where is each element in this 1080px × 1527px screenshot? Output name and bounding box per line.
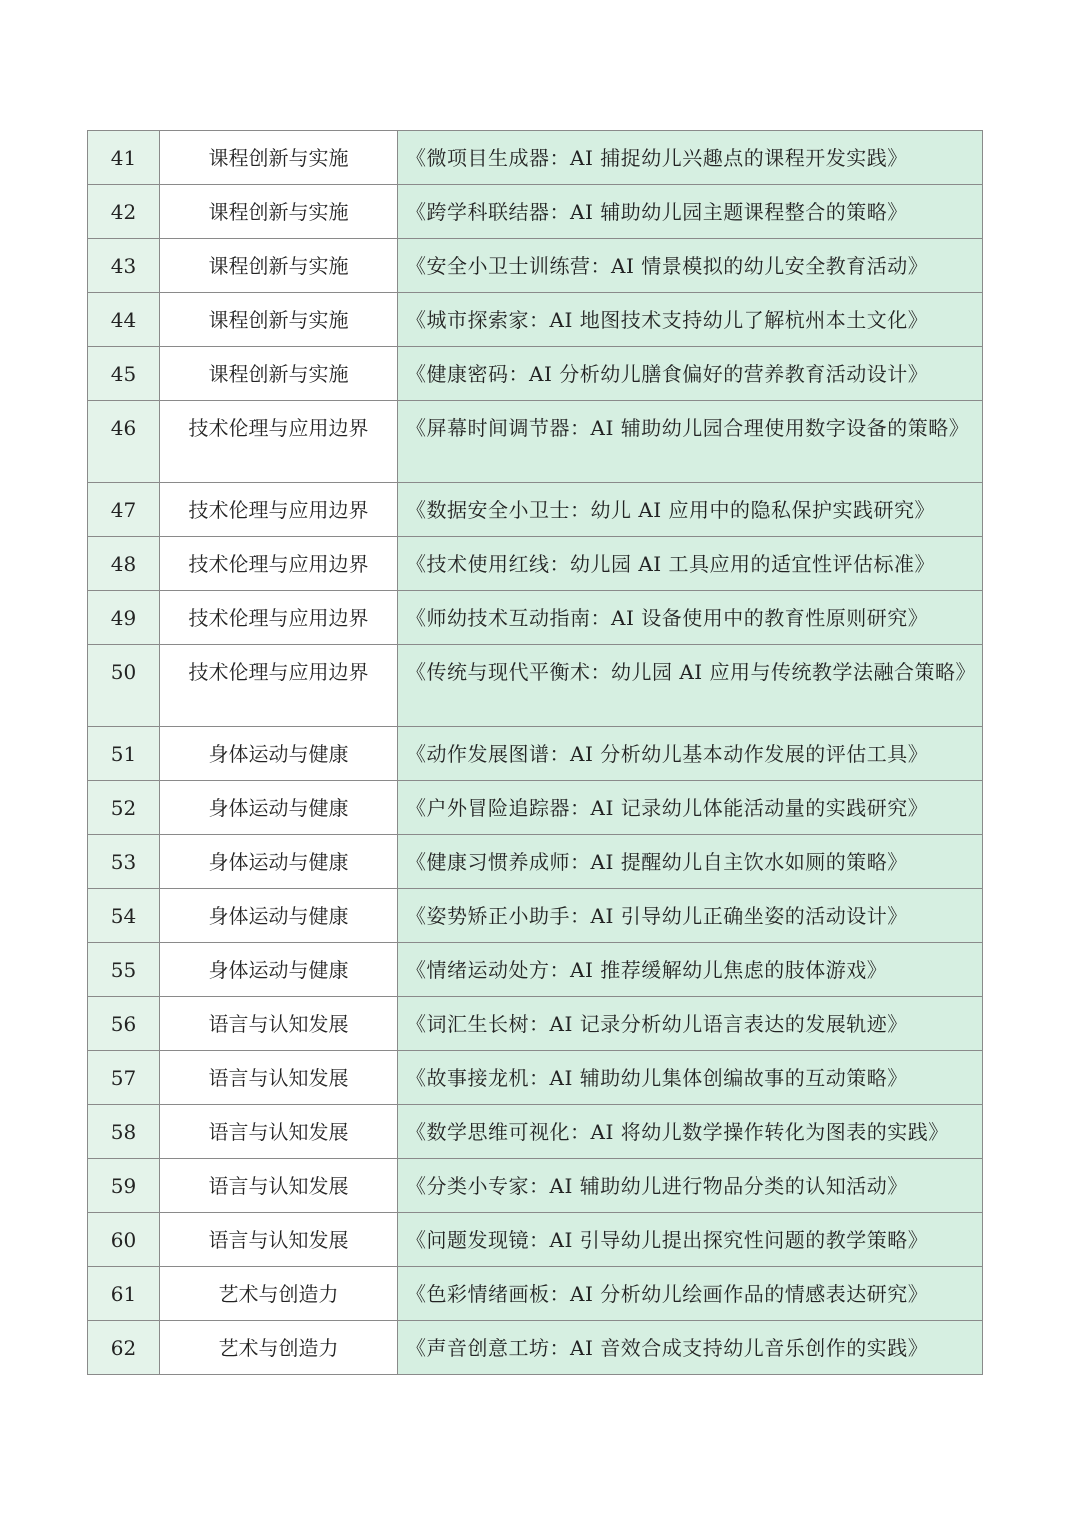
row-title: 《分类小专家：AI 辅助幼儿进行物品分类的认知活动》 [398, 1159, 983, 1213]
table-row [88, 889, 983, 943]
row-number: 43 [88, 239, 160, 293]
row-number: 42 [88, 185, 160, 239]
row-title: 《户外冒险追踪器：AI 记录幼儿体能活动量的实践研究》 [398, 781, 983, 835]
row-category: 语言与认知发展 [160, 1159, 398, 1213]
row-title: 《情绪运动处方：AI 推荐缓解幼儿焦虑的肢体游戏》 [398, 943, 983, 997]
row-category: 身体运动与健康 [160, 781, 398, 835]
row-number: 41 [88, 131, 160, 185]
row-number: 58 [88, 1105, 160, 1159]
row-category: 技术伦理与应用边界 [160, 591, 398, 645]
row-title: 《姿势矫正小助手：AI 引导幼儿正确坐姿的活动设计》 [398, 889, 983, 943]
table-row [88, 537, 983, 591]
row-title: 《数据安全小卫士：幼儿 AI 应用中的隐私保护实践研究》 [398, 483, 983, 537]
row-number: 50 [88, 645, 160, 727]
row-category: 语言与认知发展 [160, 1105, 398, 1159]
row-number: 60 [88, 1213, 160, 1267]
row-number: 49 [88, 591, 160, 645]
row-category: 身体运动与健康 [160, 889, 398, 943]
table-row [88, 591, 983, 645]
row-category: 语言与认知发展 [160, 1051, 398, 1105]
row-category: 课程创新与实施 [160, 293, 398, 347]
row-category: 语言与认知发展 [160, 997, 398, 1051]
row-title: 《屏幕时间调节器：AI 辅助幼儿园合理使用数字设备的策略》 [398, 401, 983, 483]
table-row [88, 131, 983, 185]
row-number: 55 [88, 943, 160, 997]
table-row [88, 293, 983, 347]
row-category: 语言与认知发展 [160, 1213, 398, 1267]
row-title: 《词汇生长树：AI 记录分析幼儿语言表达的发展轨迹》 [398, 997, 983, 1051]
row-category: 课程创新与实施 [160, 347, 398, 401]
row-title: 《健康密码：AI 分析幼儿膳食偏好的营养教育活动设计》 [398, 347, 983, 401]
row-category: 艺术与创造力 [160, 1321, 398, 1375]
row-title: 《城市探索家：AI 地图技术支持幼儿了解杭州本土文化》 [398, 293, 983, 347]
row-number: 47 [88, 483, 160, 537]
row-category: 技术伦理与应用边界 [160, 483, 398, 537]
table-row [88, 1213, 983, 1267]
table-row [88, 1321, 983, 1375]
row-title: 《微项目生成器：AI 捕捉幼儿兴趣点的课程开发实践》 [398, 131, 983, 185]
table-row [88, 1267, 983, 1321]
row-number: 48 [88, 537, 160, 591]
table-row [88, 835, 983, 889]
table-row [88, 943, 983, 997]
row-title: 《数学思维可视化：AI 将幼儿数学操作转化为图表的实践》 [398, 1105, 983, 1159]
table-row [88, 185, 983, 239]
table-row [88, 727, 983, 781]
table-row [88, 347, 983, 401]
row-category: 身体运动与健康 [160, 835, 398, 889]
row-number: 54 [88, 889, 160, 943]
row-number: 45 [88, 347, 160, 401]
row-category: 课程创新与实施 [160, 131, 398, 185]
row-category: 身体运动与健康 [160, 943, 398, 997]
row-title: 《技术使用红线：幼儿园 AI 工具应用的适宜性评估标准》 [398, 537, 983, 591]
row-category: 艺术与创造力 [160, 1267, 398, 1321]
row-number: 44 [88, 293, 160, 347]
table-row [88, 1051, 983, 1105]
row-category: 技术伦理与应用边界 [160, 401, 398, 483]
row-category: 课程创新与实施 [160, 239, 398, 293]
row-number: 53 [88, 835, 160, 889]
row-title: 《问题发现镜：AI 引导幼儿提出探究性问题的教学策略》 [398, 1213, 983, 1267]
row-number: 62 [88, 1321, 160, 1375]
row-number: 52 [88, 781, 160, 835]
row-number: 59 [88, 1159, 160, 1213]
row-category: 技术伦理与应用边界 [160, 537, 398, 591]
table-row [88, 239, 983, 293]
row-title: 《健康习惯养成师：AI 提醒幼儿自主饮水如厕的策略》 [398, 835, 983, 889]
row-title: 《声音创意工坊：AI 音效合成支持幼儿音乐创作的实践》 [398, 1321, 983, 1375]
table-row [88, 1105, 983, 1159]
row-category: 技术伦理与应用边界 [160, 645, 398, 727]
row-category: 身体运动与健康 [160, 727, 398, 781]
row-category: 课程创新与实施 [160, 185, 398, 239]
row-title: 《传统与现代平衡术：幼儿园 AI 应用与传统教学法融合策略》 [398, 645, 983, 727]
topic-table [87, 130, 983, 1375]
table-row [88, 997, 983, 1051]
table-row [88, 483, 983, 537]
row-number: 46 [88, 401, 160, 483]
table-row [88, 401, 983, 483]
row-number: 51 [88, 727, 160, 781]
row-title: 《安全小卫士训练营：AI 情景模拟的幼儿安全教育活动》 [398, 239, 983, 293]
table-row [88, 781, 983, 835]
row-title: 《动作发展图谱：AI 分析幼儿基本动作发展的评估工具》 [398, 727, 983, 781]
table-body [88, 131, 983, 1375]
row-number: 56 [88, 997, 160, 1051]
row-title: 《故事接龙机：AI 辅助幼儿集体创编故事的互动策略》 [398, 1051, 983, 1105]
table-row [88, 1159, 983, 1213]
row-title: 《师幼技术互动指南：AI 设备使用中的教育性原则研究》 [398, 591, 983, 645]
table-row [88, 645, 983, 727]
row-title: 《色彩情绪画板：AI 分析幼儿绘画作品的情感表达研究》 [398, 1267, 983, 1321]
row-number: 57 [88, 1051, 160, 1105]
row-title: 《跨学科联结器：AI 辅助幼儿园主题课程整合的策略》 [398, 185, 983, 239]
row-number: 61 [88, 1267, 160, 1321]
